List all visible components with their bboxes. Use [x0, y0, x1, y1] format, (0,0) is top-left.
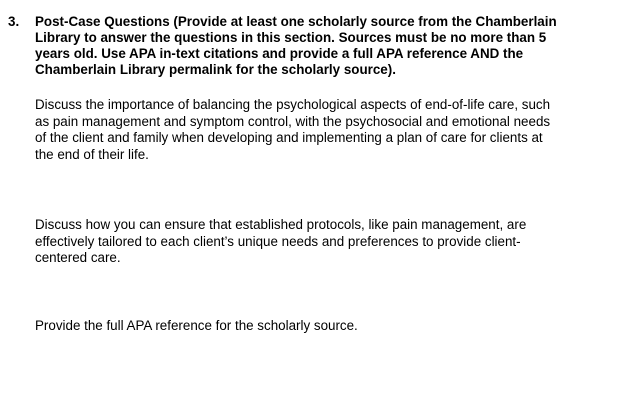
prompt-line: centered care. [35, 250, 121, 265]
prompt-line: Provide the full APA reference for the scholarly source. [35, 318, 358, 333]
heading-line: Post-Case Questions (Provide at least one scholarly source from the Chamberlain [35, 14, 557, 29]
prompt-line: the end of their life. [35, 146, 149, 162]
question-heading [35, 14, 625, 78]
heading-line: years old. Use APA in-text citations and provide a full APA reference AND the [35, 46, 524, 61]
prompt-line: Discuss the importance of balancing the psychological aspects of end-of-life care, such [35, 97, 551, 112]
prompt-line: as pain management and symptom control, with the psychosocial and emotional needs [35, 113, 551, 129]
question-number: 3. [8, 14, 20, 29]
heading-line: Chamberlain Library permalink for the scholarly source). [35, 62, 396, 77]
prompt-line: of the client and family when developing and implementing a plan of care for clients at [35, 130, 543, 145]
prompt-line: effectively tailored to each client’s unique needs and preferences to provide client- [35, 233, 521, 249]
prompt-apa-reference [35, 318, 615, 335]
heading-line: Library to answer the questions in this section. Sources must be no more than 5 [35, 30, 547, 45]
prompt-balancing-care [35, 97, 615, 163]
prompt-line: Discuss how you can ensure that established protocols, like pain management, are [35, 217, 527, 232]
prompt-tailored-protocols [35, 217, 615, 267]
